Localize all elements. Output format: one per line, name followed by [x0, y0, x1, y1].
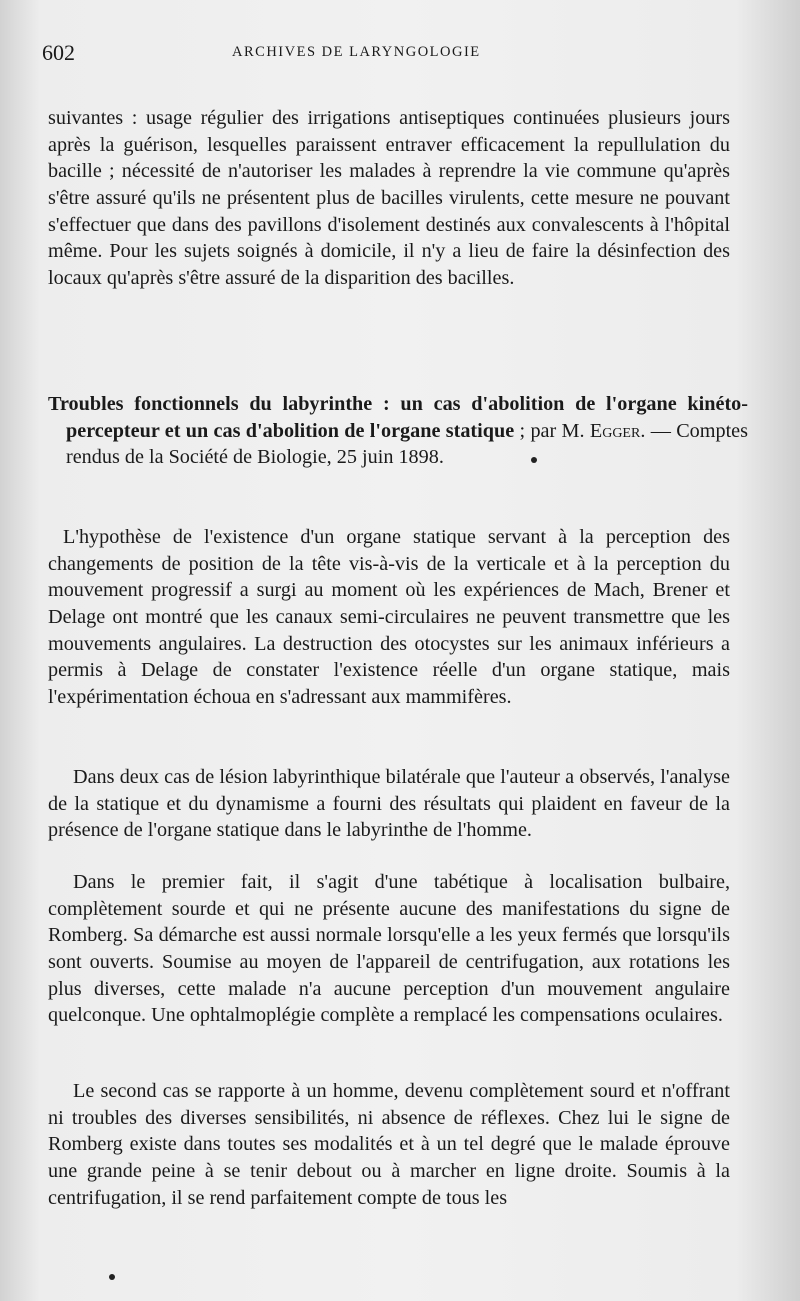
ink-speck: [109, 1274, 115, 1280]
article-heading: [48, 391, 748, 471]
paragraph-first-case: Dans le premier fait, il s'agit d'une tabétique à localisation bulbaire, complètement sourde et qui ne présente aucune des manifestations du signe de Romberg. Sa démarche est aussi normale lorsqu'elle a les yeux fermés que lorsqu'ils sont ouverts. Soumise au moyen de l'appareil de centrifugation, aux rotations les plus diverses, cette malade n'a aucune perception d'un mouvement angulaire quelconque. Une ophtalmoplégie complète a remplacé les compensations oculaires.: [48, 871, 730, 1027]
article-source: . — Comptes rendus de la Société de Biologie, 25 juin 1898.: [66, 419, 749, 469]
article-title: Troubles fonctionnels du labyrinthe : un cas d'abolition de l'organe kinéto-percepteur et un cas d'abolition de l'organe statique: [48, 393, 748, 442]
ink-speck: [531, 457, 537, 463]
paragraph-hypothesis: L'hypothèse de l'existence d'un organe statique servant à la perception des changements de position de la tête vis-à-vis de la verticale et à la perception du mouvement progressif a surgi au moment où les expériences de Mach, Brener et Delage ont montré que les canaux semi-circulaires ne peuvent transmettre que les mouvements angulaires. La destruction des otocystes sur les animaux inférieurs a permis à Delage de constater l'existence réelle d'un organe statique, mais l'expérimentation échoua en s'adressant aux mammifères.: [48, 526, 730, 708]
article-by: ; par M.: [514, 419, 590, 442]
page-header: [42, 40, 732, 68]
paragraph-second-case: Le second cas se rapporte à un homme, devenu complètement sourd et n'offrant ni troubles des diverses sensibilités, ni absence de réflexes. Chez lui le signe de Romberg existe dans toutes ses modalités et à un tel degré que le malade éprouve une grande peine à se tenir debout ou à marcher en ligne droite. Soumis à la centrifugation, il se rend parfaitement compte de tous les: [48, 1080, 730, 1209]
running-title: ARCHIVES DE LARYNGOLOGIE: [232, 44, 481, 60]
paragraph-continuation: suivantes : usage régulier des irrigations antiseptiques continuées plusieurs jours après la guérison, lesquelles paraissent entraver efficacement la repullulation du bacille ; nécessité de n'autoriser les malades à reprendre la vie commune qu'après s'être assuré qu'ils ne présentent plus de bacilles virulents, cette mesure ne pouvant s'effectuer que dans des pavillons d'isolement destinés aux convalescents à l'hôpital même. Pour les sujets soignés à domicile, il n'y a lieu de faire la désinfection des locaux qu'après s'être assuré de la disparition des bacilles.: [48, 107, 730, 289]
paragraph-two-cases: Dans deux cas de lésion labyrinthique bilatérale que l'auteur a observés, l'analyse de la statique et du dynamisme a fourni des résultats qui plaident en faveur de la présence de l'organe statique dans le labyrinthe de l'homme.: [48, 766, 730, 842]
article-author: Egger: [589, 419, 641, 442]
page-number: 602: [42, 40, 75, 65]
